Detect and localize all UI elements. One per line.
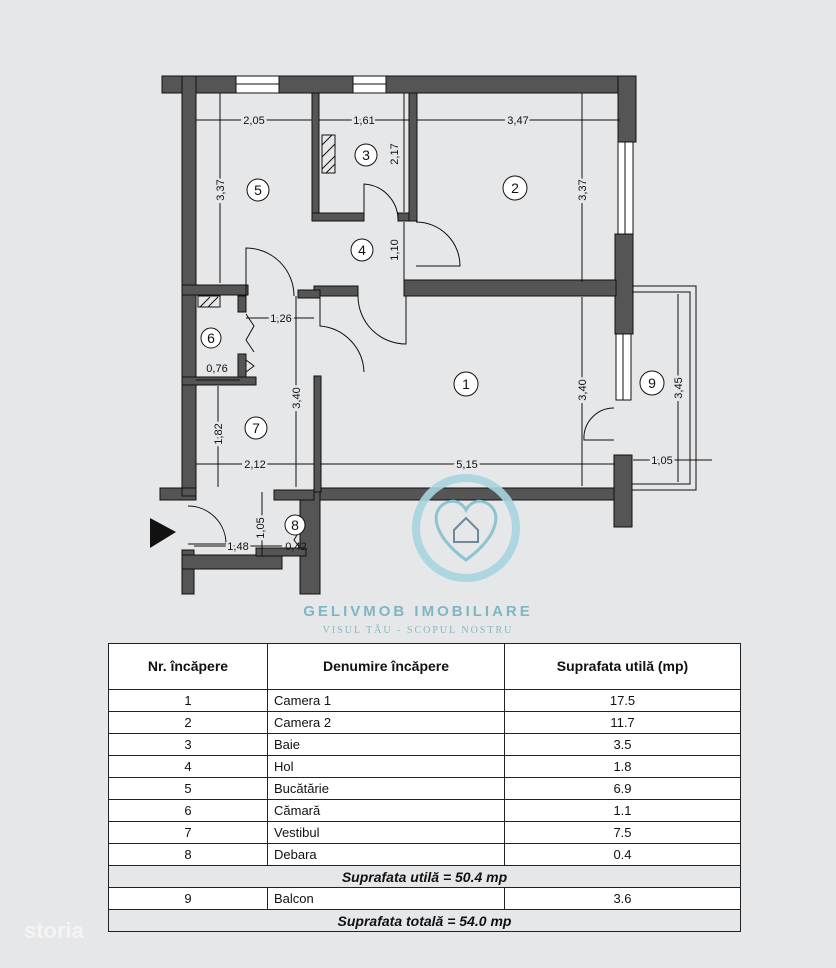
dimension-label: 0,76 — [206, 363, 228, 375]
room-nr: 8 — [109, 844, 268, 866]
wall — [409, 93, 417, 221]
room-area: 3.5 — [505, 734, 741, 756]
dimension-label: 1,10 — [389, 239, 401, 261]
entrance-arrow-icon — [150, 518, 176, 548]
door — [364, 184, 398, 220]
room-number: 4 — [358, 242, 366, 258]
wall — [238, 296, 246, 312]
room-number: 7 — [252, 420, 260, 436]
wall — [614, 455, 632, 527]
dimension-label: 1,82 — [213, 423, 225, 445]
room-name: Balcon — [268, 888, 505, 910]
room-number: 3 — [362, 147, 370, 163]
room-area: 11.7 — [505, 712, 741, 734]
room-area: 7.5 — [505, 822, 741, 844]
door — [416, 222, 460, 266]
dimension-label: 2,12 — [244, 459, 266, 471]
dimension-label: 2,05 — [243, 115, 265, 127]
room-area: 3.6 — [505, 888, 741, 910]
wall — [314, 286, 358, 296]
wall — [182, 488, 196, 496]
dimension-label: 3,40 — [577, 379, 589, 401]
dimension-label: 3,47 — [507, 115, 529, 127]
wall — [162, 76, 236, 93]
room-markers — [201, 144, 664, 535]
door — [246, 314, 254, 352]
dimension-label: 1,61 — [353, 115, 375, 127]
brand-name: GELIVMOB IMOBILIARE — [303, 603, 533, 620]
wall — [279, 76, 353, 93]
dimension-label: 1,48 — [227, 541, 249, 553]
room-number: 9 — [648, 375, 656, 391]
wall — [298, 290, 320, 298]
total-label: Suprafata totală = 54.0 mp — [109, 910, 741, 932]
subtotal-label: Suprafata utilă = 50.4 mp — [109, 866, 741, 888]
room-name: Debara — [268, 844, 505, 866]
room-number: 8 — [291, 517, 299, 533]
wall — [615, 234, 633, 334]
wall — [312, 93, 319, 220]
door — [246, 248, 294, 296]
room-name: Camera 1 — [268, 690, 505, 712]
total-row — [109, 910, 741, 932]
room-nr: 6 — [109, 800, 268, 822]
door — [584, 408, 614, 440]
column-header: Suprafata utilă (mp) — [505, 644, 741, 690]
table-row — [109, 690, 741, 712]
door — [320, 298, 364, 372]
wall — [182, 555, 282, 569]
wall — [618, 76, 636, 142]
column-header: Denumire încăpere — [268, 644, 505, 690]
room-number: 2 — [511, 180, 519, 196]
table-row — [109, 756, 741, 778]
brand-slogan: VISUL TĂU - SCOPUL NOSTRU — [322, 625, 514, 636]
dimension-label: 3,37 — [577, 179, 589, 201]
dimension-labels — [206, 115, 685, 553]
room-nr: 1 — [109, 690, 268, 712]
wall — [312, 213, 364, 221]
rooms-table — [108, 643, 741, 932]
room-area: 0.4 — [505, 844, 741, 866]
dimension-label: 3,45 — [673, 377, 685, 399]
room-area: 1.1 — [505, 800, 741, 822]
room-name: Hol — [268, 756, 505, 778]
wall — [274, 490, 314, 500]
room-name: Baie — [268, 734, 505, 756]
room-name: Bucătărie — [268, 778, 505, 800]
dimension-label: 1,05 — [651, 455, 673, 467]
door — [358, 296, 406, 344]
dimension-label: 1,26 — [270, 313, 292, 325]
room-number: 5 — [254, 182, 262, 198]
dimension-label: 1,05 — [255, 517, 267, 539]
table-row — [109, 712, 741, 734]
table-header-row — [109, 644, 741, 690]
table-row — [109, 734, 741, 756]
room-name: Camera 2 — [268, 712, 505, 734]
room-numbers — [207, 147, 656, 533]
room-area: 17.5 — [505, 690, 741, 712]
dimension-label: 0,42 — [285, 541, 307, 553]
table-row — [109, 822, 741, 844]
dimension-label: 3,40 — [291, 387, 303, 409]
room-nr: 4 — [109, 756, 268, 778]
dimension-label: 2,17 — [389, 143, 401, 165]
dimension-label: 5,15 — [456, 459, 478, 471]
room-nr: 3 — [109, 734, 268, 756]
dimension-label: 3,37 — [215, 179, 227, 201]
room-name: Cămară — [268, 800, 505, 822]
room-nr: 9 — [109, 888, 268, 910]
room-number: 6 — [207, 330, 215, 346]
room-nr: 5 — [109, 778, 268, 800]
room-nr: 2 — [109, 712, 268, 734]
wall — [314, 376, 321, 492]
table-row — [109, 778, 741, 800]
room-number: 1 — [462, 376, 470, 392]
door — [246, 360, 254, 372]
table-row — [109, 844, 741, 866]
room-name: Vestibul — [268, 822, 505, 844]
door — [188, 506, 226, 544]
wall — [386, 76, 636, 93]
room-area: 6.9 — [505, 778, 741, 800]
subtotal-row — [109, 866, 741, 888]
storia-watermark: storia — [24, 918, 84, 943]
table-row — [109, 800, 741, 822]
wall — [320, 488, 632, 500]
column-header: Nr. încăpere — [109, 644, 268, 690]
room-area: 1.8 — [505, 756, 741, 778]
table-row — [109, 888, 741, 910]
wall — [182, 285, 248, 295]
room-nr: 7 — [109, 822, 268, 844]
wall — [182, 377, 256, 385]
wall — [404, 280, 616, 296]
